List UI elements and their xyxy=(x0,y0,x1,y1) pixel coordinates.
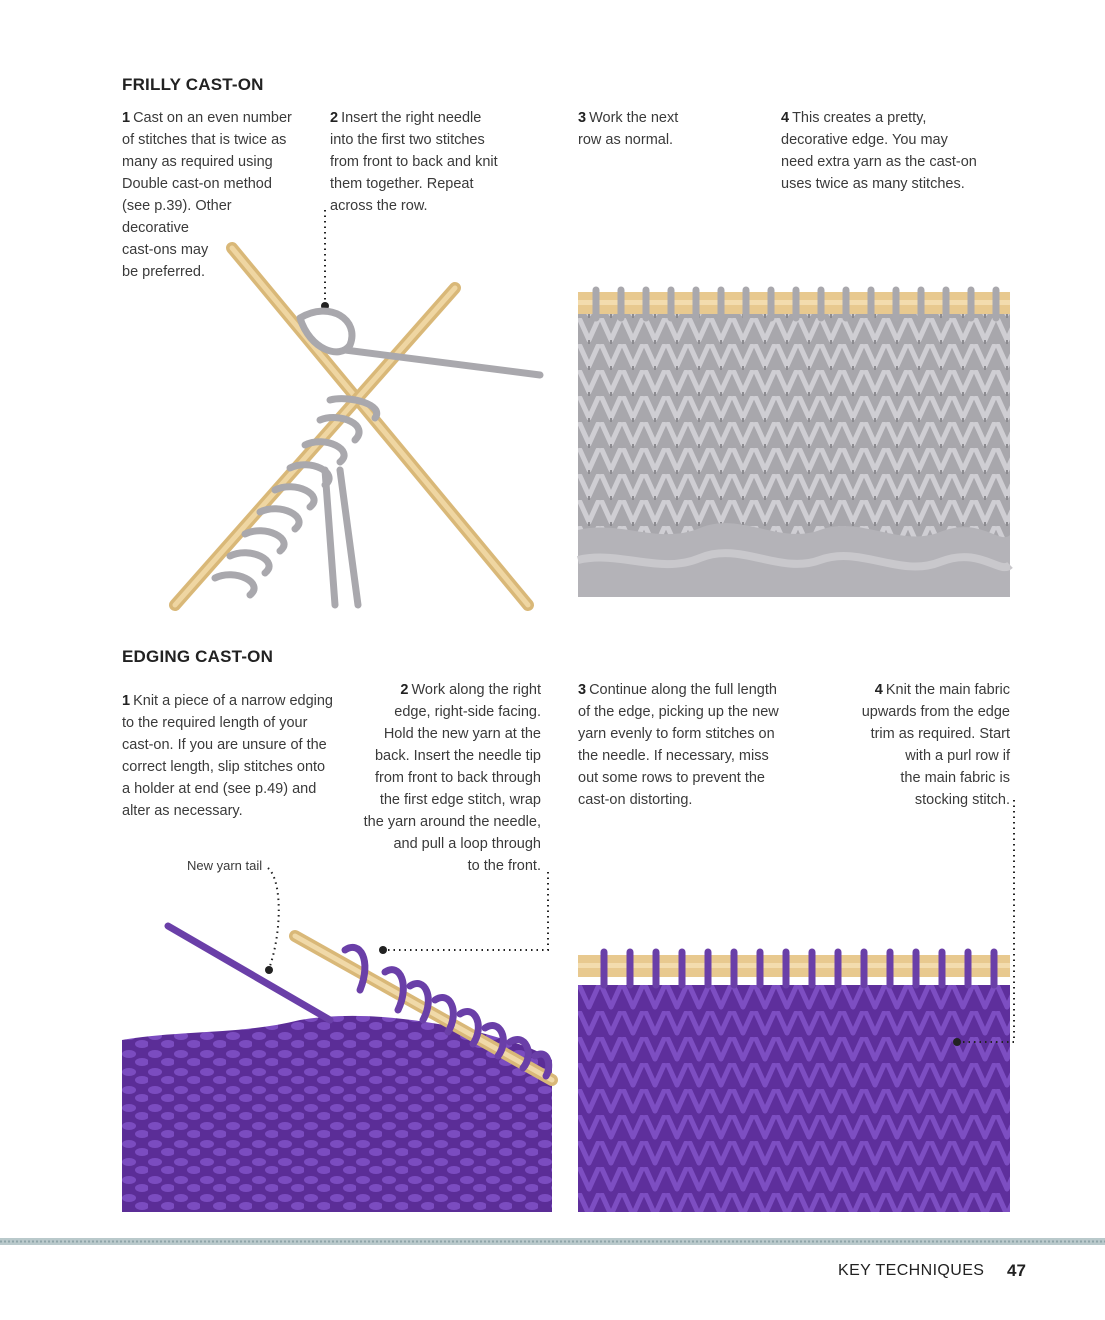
step-number: 1 xyxy=(122,693,131,709)
section-heading-frilly: FRILLY CAST-ON xyxy=(122,75,264,94)
step-text: Work the next row as normal. xyxy=(578,110,679,148)
new-yarn-tail-callout: New yarn tail xyxy=(187,858,263,873)
frilly-step-2 xyxy=(330,107,498,217)
step-text: Continue along the full length of the edge, picking up the new yarn evenly to form stitches on the needle. If necessary, miss out some rows to prevent the cast-on distorting. xyxy=(578,682,779,808)
step-number: 3 xyxy=(578,110,587,126)
frilly-step-1 xyxy=(122,107,292,283)
step-number: 1 xyxy=(122,110,131,126)
step-text: Cast on an even number of stitches that is twice as many as required using Double cast-on method (see p.39). Other decorative cast-ons may be preferred. xyxy=(122,110,292,280)
edging-step-4 xyxy=(862,679,1010,811)
step-number: 2 xyxy=(330,110,339,126)
step-number: 4 xyxy=(874,682,883,698)
edging-step-2 xyxy=(364,679,541,877)
frilly-step-4 xyxy=(781,107,977,195)
step-number: 2 xyxy=(400,682,409,698)
section-heading-edging: EDGING CAST-ON xyxy=(122,647,274,666)
edging-step-3 xyxy=(578,679,779,811)
step-number: 4 xyxy=(781,110,790,126)
step-number: 3 xyxy=(578,682,587,698)
step-text: This creates a pretty, decorative edge. You may need extra yarn as the cast-on uses twice as many stitches. xyxy=(781,110,977,192)
frilly-step-3 xyxy=(578,107,678,151)
footer-section-title: KEY TECHNIQUES xyxy=(838,1262,985,1279)
page-number: 47 xyxy=(1007,1261,1026,1280)
step-text: Work along the right edge, right-side facing. Hold the new yarn at the back. Insert the needle tip from front to back through the first edge stitch, wrap the yarn around the needle, and pull a loop through to the front. xyxy=(363,682,541,874)
edging-step-1 xyxy=(122,690,333,822)
step-text: Knit a piece of a narrow edging to the required length of your cast-on. If you are unsure of the correct length, slip stitches onto a holder at end (see p.49) and alter as necessary. xyxy=(122,693,333,819)
step-text: Knit the main fabric upwards from the edge trim as required. Start with a purl row if the main fabric is stocking stitch. xyxy=(861,682,1010,808)
step-text: Insert the right needle into the first two stitches from front to back and knit them together. Repeat across the row. xyxy=(330,110,498,214)
